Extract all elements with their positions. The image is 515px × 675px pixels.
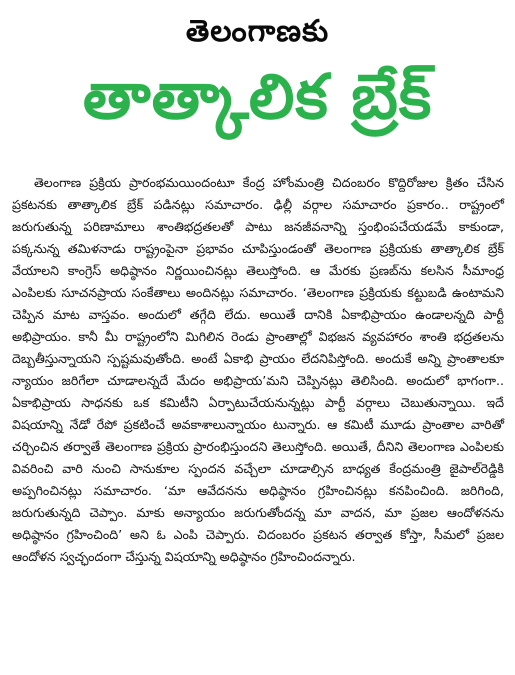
headline: తాత్కాలిక బ్రేక్	[82, 60, 433, 133]
article-body: తెలంగాణ ప్రక్రియ ప్రారంభమయిందంటూ కేంద్ర హోంమంత్రి చిదంబరం కొద్దిరోజుల క్రితం చేసిన ప్రకటనకు తాత్కాలిక బ్రేక్ పడినట్లు సమాచారం. ఢిల్లీ వర్గాల సమాచారం ప్రకారం.. రాష్ట్రంలో జరుగుతున్న పరిణామాలు శాంతిభద్రతలతో పాటు జనజీవనాన్ని స్తంభింపచేయడమే కాకుండా, పక్కనున్న తమిళనాడు రాష్ట్రంపైనా ప్రభావం చూపిస్తుండంతో తెలంగాణ ప్రక్రియకు తాత్కాలిక బ్రేక్ వేయాలని కాంగ్రెస్ అధిష్ఠానం నిర్ణయించినట్లు తెలుస్తోంది. ఆ మేరకు ప్రణబ్‌ను కలసిన సీమాంధ్ర ఎంపిలకు సూచనప్రాయ సంకేతాలు అందినట్లు సమాచారం. ‘తెలంగాణ ప్రక్రియకు కట్టుబడి ఉంటామని చెప్పిన మాట వాస్తవం. అందులో తగ్గేది లేదు. అయితే దానికి ఏకాభిప్రాయం ఉండాలన్నది పార్టీ అభిప్రాయం. కానీ మీ రాష్ట్రంలోని మిగిలిన రెండు ప్రాంతాల్లో విభజన వ్యవహారం శాంతి భద్రతలను దెబ్బతీస్తున్నాయని స్పష్టమవుతోంది. అంటే ఏకాభి ప్రాయం లేదనిపిస్తోంది. అందుకే అన్ని ప్రాంతాలకూ న్యాయం జరిగేలా చూడాలన్నదే మేదం అభిప్రాయ’మని చెప్పినట్లు తెలిసింది. అందులో భాగంగా.. ఏకాభిప్రాయ సాధనకు ఒక కమిటీని ఏర్పాటుచేయనున్నట్లు పార్టీ వర్గాలు చెబుతున్నాయి. ఇదే విషయాన్ని నేడో రేపో ప్రకటించే అవకాశాలున్నాయం టున్నారు. ఆ కమిటీ మూడు ప్రాంతాల వారితో చర్చించిన తర్వాతే తెలంగాణ ప్రక్రియ ప్రారంభిస్తుందని తెలుస్తోంది. అయితే, దీనిని తెలంగాణ ఎంపిలకు వివరించి వారి నుంచి సానుకూల స్పందన వచ్చేలా చూడాల్సిన బాధ్యత కేంద్రమంత్రి జైపాల్‌రెడ్డికి అప్పగించినట్లు సమాచారం. ‘మా ఆవేదనను అధిష్ఠానం గ్రహించినట్లు కనపించింది. జరిగింది, జరుగుతున్నది చెప్పాం. మాకు అన్యాయం జరుగుతోందన్న మా వాదన, మా ప్రజల ఆందోళనను అధిష్ఠానం గ్రహించింది’ అని ఓ ఎంపి చెప్పారు. చిదంబరం ప్రకటన తర్వాత కోస్తా, సీమలో ప్రజల ఆందోళన స్వచ్ఛందంగా చేస్తున్న విషయాన్ని అధిష్ఠానం గ్రహించిందన్నారు.	[12, 175, 504, 564]
kicker-heading: తెలంగాణకు	[185, 14, 330, 49]
